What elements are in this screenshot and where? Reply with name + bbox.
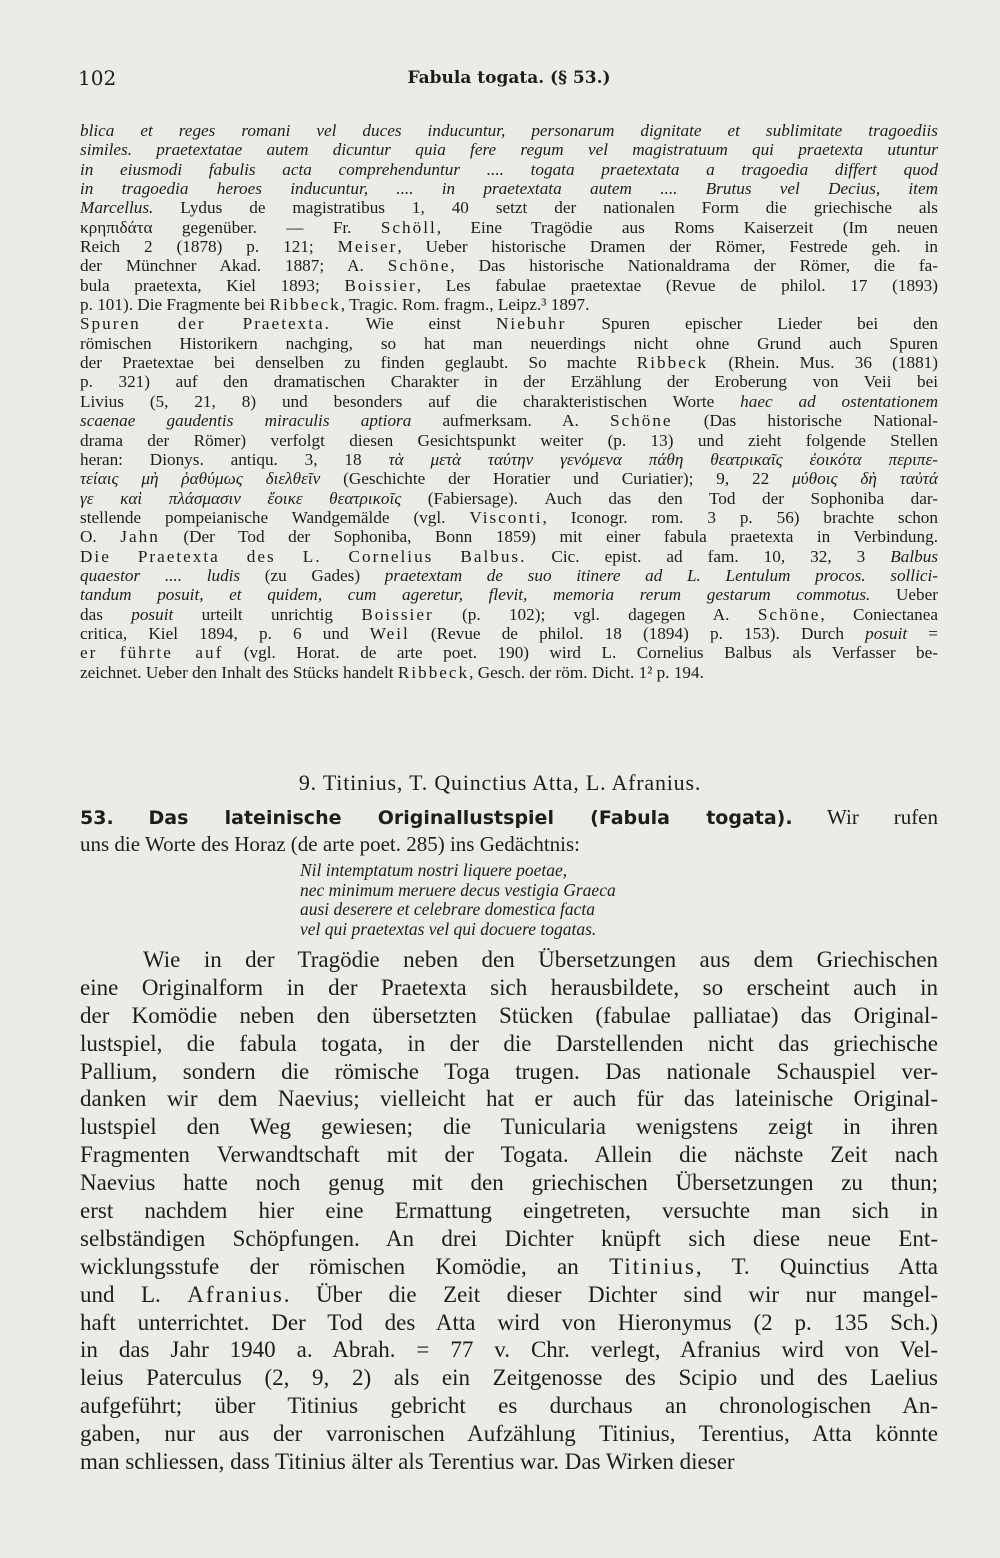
body-text-line: Fragmenten Verwandtschaft mit der Togata. Allein die nächste Zeit nach bbox=[80, 1142, 938, 1168]
body-text-line: danken wir dem Naevius; vielleicht hat er auch für das lateinische Original- bbox=[80, 1086, 938, 1112]
page-number: 102 bbox=[78, 66, 117, 90]
footnote-line: O. Jahn (Der Tod der Sophoniba, Bonn 1859) mit einer fabula praetexta in Verbindung. bbox=[80, 527, 938, 547]
body-text-line: selbständigen Schöpfungen. An drei Dichter knüpft sich diese neue Ent- bbox=[80, 1225, 938, 1251]
footnote-line: κρηπιδάτα gegenüber. — Fr. Schöll, Eine Tragödie aus Roms Kaiserzeit (Im neuen bbox=[80, 217, 938, 237]
footnote-line: critica, Kiel 1894, p. 6 und Weil (Revue de philol. 18 (1894) p. 153). Durch posuit = bbox=[80, 623, 938, 643]
body-text-line: wicklungsstufe der römischen Komödie, an Titinius, T. Quinctius Atta bbox=[80, 1253, 938, 1279]
heading-line-rest: Wir rufen bbox=[827, 805, 939, 829]
section-number: 53. bbox=[80, 807, 114, 829]
body-text-line: haft unterrichtet. Der Tod des Atta wird von Hieronymus (2 p. 135 Sch.) bbox=[80, 1309, 938, 1335]
main-text bbox=[80, 946, 938, 1476]
body-text-line: Naevius hatte noch genug mit den griechischen Übersetzungen zu thun; bbox=[80, 1170, 938, 1196]
footnote-line: zeichnet. Ueber den Inhalt des Stücks handelt Ribbeck, Gesch. der röm. Dicht. 1² p. 194. bbox=[80, 662, 704, 682]
section-heading: 9. Titinius, T. Quinctius Atta, L. Afranius. bbox=[298, 770, 702, 795]
body-text-line: Wie in der Tragödie neben den Übersetzungen aus dem Griechischen bbox=[143, 947, 938, 972]
footnote-line: Reich 2 (1878) p. 121; Meiser, Ueber historische Dramen der Römer, Festrede geh. in bbox=[80, 237, 938, 257]
running-title: Fabula togata. (§ 53.) bbox=[407, 68, 611, 88]
footnote-line: der Praetextae bei denselben zu finden geglaubt. So machte Ribbeck (Rhein. Mus. 36 (1881) bbox=[80, 353, 938, 373]
body-text-line: aufgeführt; über Titinius gebricht es durchaus an chronologischen An- bbox=[80, 1393, 938, 1419]
body-text-line: Pallium, sondern die römische Toga trugen. Das nationale Schauspiel ver- bbox=[80, 1058, 938, 1084]
verse-line: vel qui praetextas vel qui docuere togatas. bbox=[300, 918, 597, 939]
footnote-line: tandum posuit, et quidem, cum ageretur, flevit, memoria rerum gestarum commotus. Ueber bbox=[80, 585, 938, 605]
body-text-line: lustspiel den Weg gewiesen; die Tunicularia wenigstens zeigt in ihren bbox=[80, 1114, 938, 1140]
footnote-line: quaestor .... ludis (zu Gades) praetextam de suo itinere ad L. Lentulum procos. sollici- bbox=[80, 565, 938, 585]
footnote-line: blica et reges romani vel duces inducuntur, personarum dignitate et sublimitate tragoediis bbox=[80, 121, 938, 140]
body-text-line: in das Jahr 1940 a. Abrah. = 77 v. Chr. verlegt, Afranius wird von Vel- bbox=[80, 1337, 938, 1363]
footnote-line: er führte auf (vgl. Horat. de arte poet. 190) wird L. Cornelius Balbus als Verfasser be- bbox=[80, 643, 938, 663]
body-text-line: leius Paterculus (2, 9, 2) als ein Zeitgenosse des Scipio und des Laelius bbox=[80, 1365, 938, 1391]
verse-line: nec minimum meruere decus vestigia Graeca bbox=[300, 879, 616, 900]
footnote-block bbox=[80, 121, 938, 682]
page-header bbox=[78, 66, 940, 96]
body-text-line: und L. Afranius. Über die Zeit dieser Dichter sind wir nur mangel- bbox=[80, 1281, 938, 1307]
body-text-line: man schliessen, dass Titinius älter als Terentius war. Das Wirken dieser bbox=[80, 1449, 735, 1475]
footnote-line: p. 101). Die Fragmente bei Ribbeck, Tragic. Rom. fragm., Leipz.³ 1897. bbox=[80, 295, 590, 315]
footnote-line: der Münchner Akad. 1887; A. Schöne, Das historische Nationaldrama der Römer, die fa- bbox=[80, 256, 938, 276]
footnote-line: p. 321) auf den dramatischen Charakter in der Erzählung der Eroberung von Veii bei bbox=[80, 372, 938, 392]
footnote-line: drama der Römer) verfolgt diesen Gesichtspunkt weiter (p. 13) und zieht folgende Stellen bbox=[80, 430, 938, 450]
body-text-line: erst nachdem hier eine Ermattung eingetreten, versuchte man sich in bbox=[80, 1198, 938, 1224]
footnote-line: γε καὶ πλάσμασιν ἔοικε θεατρικοῖς (Fabiersage). Auch das den Tod der Sophoniba dar- bbox=[80, 488, 938, 508]
footnote-line: Die Praetexta des L. Cornelius Balbus. Cic. epist. ad fam. 10, 32, 3 Balbus bbox=[80, 546, 938, 566]
body-text-line: lustspiel, die fabula togata, in der die Darstellenden nicht das griechische bbox=[80, 1030, 938, 1056]
verse-line: ausi deserere et celebrare domestica facta bbox=[300, 899, 595, 919]
footnote-line: τείαις μὴ ῥαθύμως διελθεῖν (Geschichte der Horatier und Curiatier); 9, 22 μύθοις δὴ ταὐτά bbox=[80, 469, 938, 489]
paragraph-53-second-line: uns die Worte des Horaz (de arte poet. 285) ins Gedächtnis: bbox=[80, 832, 581, 856]
footnote-line: Marcellus. Lydus de magistratibus 1, 40 setzt der nationalen Form die griechische als bbox=[80, 198, 938, 218]
footnote-line: in tragoedia heroes inducuntur, .... in praetextata autem .... Brutus vel Decius, item bbox=[80, 179, 938, 199]
body-text-line: der Komödie neben den übersetzten Stücken (fabulae palliatae) das Original- bbox=[80, 1002, 938, 1028]
footnote-line: das posuit urteilt unrichtig Boissier (p. 102); vgl. dagegen A. Schöne, Coniectanea bbox=[80, 604, 938, 624]
verse-line: Nil intemptatum nostri liquere poetae, bbox=[300, 860, 568, 880]
footnote-line: stellende pompeianische Wandgemälde (vgl. Visconti, Iconogr. rom. 3 p. 56) brachte schon bbox=[80, 507, 938, 527]
footnote-line: Spuren der Praetexta. Wie einst Niebuhr Spuren epischer Lieder bei den bbox=[80, 314, 938, 334]
footnote-line: scaenae gaudentis miraculis aptiora aufmerksam. A. Schöne (Das historische National- bbox=[80, 411, 938, 431]
section-title: Das lateinische Originallustspiel (Fabula togata). bbox=[148, 807, 793, 829]
footnote-line: in eiusmodi fabulis acta comprehenduntur .... togata praetextata a tragoedia differt quod bbox=[80, 159, 938, 179]
body-text-line: gaben, nur aus der varronischen Aufzählung Titinius, Terentius, Atta könnte bbox=[80, 1421, 938, 1447]
footnote-line: heran: Dionys. antiqu. 3, 18 τὰ μετὰ ταύτην γενόμενα πάθη θεατρικαῖς ἐοικότα περιπε- bbox=[80, 449, 938, 469]
horace-quotation bbox=[300, 861, 800, 939]
paragraph-53-heading-line bbox=[80, 804, 938, 831]
body-text-line: eine Originalform in der Praetexta sich herausbildete, so erscheint auch in bbox=[80, 974, 938, 1000]
footnote-line: römischen Historikern nachging, so hat man neuerdings nicht ohne Grund auch Spuren bbox=[80, 333, 938, 353]
footnote-line: bula praetexta, Kiel 1893; Boissier, Les fabulae praetextae (Revue de philol. 17 (1893) bbox=[80, 275, 938, 295]
paragraph-53-intro bbox=[80, 804, 938, 858]
footnote-line: Livius (5, 21, 8) und besonders auf die charakteristischen Worte haec ad ostentationem bbox=[80, 391, 938, 411]
footnote-line: similes. praetextatae autem dicuntur quia fere regum vel magistratuum qui praetexta utuntur bbox=[80, 140, 938, 160]
